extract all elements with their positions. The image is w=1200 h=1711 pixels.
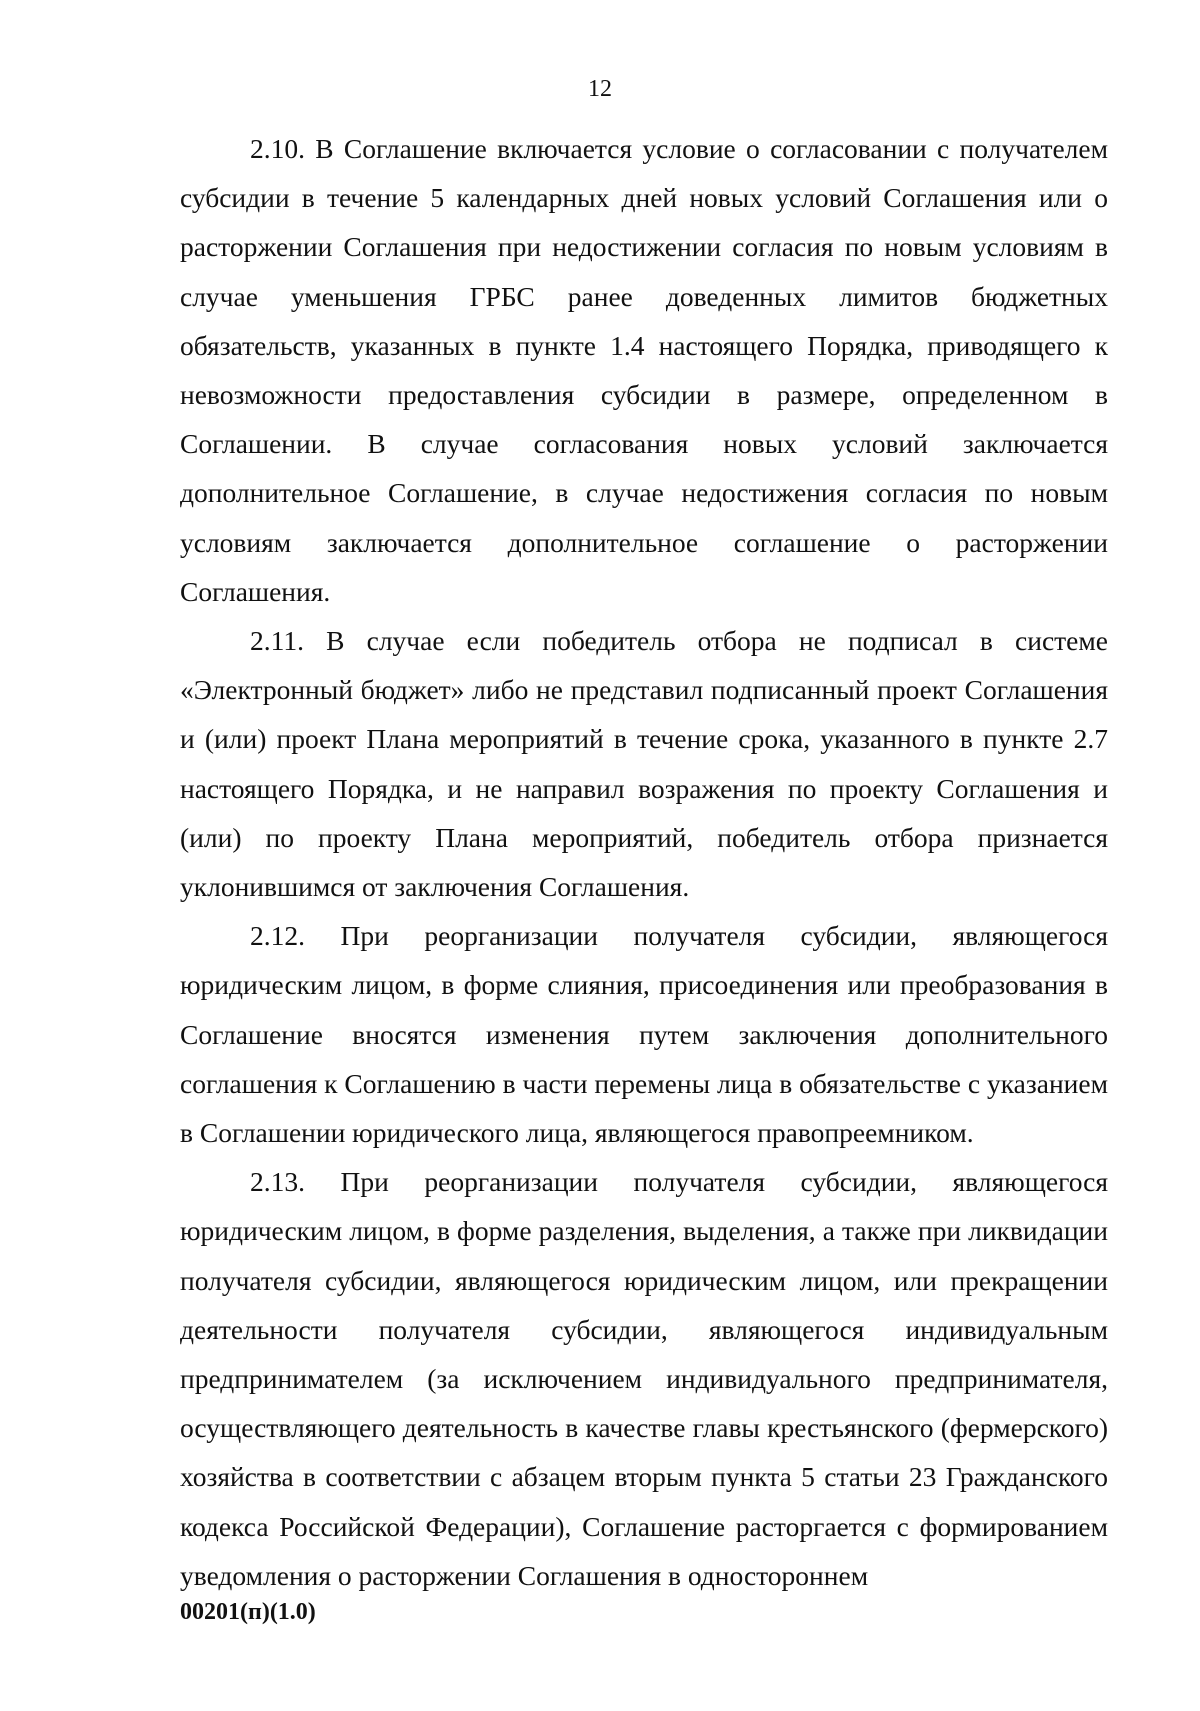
document-body — [180, 124, 1108, 1600]
document-code: 00201(п)(1.0) — [180, 1599, 316, 1625]
paragraph-2-13: 2.13. При реорганизации получателя субсидии, являющегося юридическим лицом, в форме разделения, выделения, а также при ликвидации получателя субсидии, являющегося юридическим лицом, или прекращении деятельности получателя субсидии, являющегося индивидуальным предпринимателем (за исключением индивидуального предпринимателя, осуществляющего деятельность в качестве главы крестьянского (фермерского) хозяйства в соответствии с абзацем вторым пункта 5 статьи 23 Гражданского кодекса Российской Федерации), Соглашение расторгается с формированием уведомления о расторжении Соглашения в одностороннем — [180, 1166, 1108, 1591]
paragraph-2-12: 2.12. При реорганизации получателя субсидии, являющегося юридическим лицом, в форме слияния, присоединения или преобразования в Соглашение вносятся изменения путем заключения дополнительного соглашения к Соглашению в части перемены лица в обязательстве с указанием в Соглашении юридического лица, являющегося правопреемником. — [180, 920, 1108, 1149]
page-number: 12 — [588, 76, 612, 102]
paragraph-2-10: 2.10. В Соглашение включается условие о согласовании с получателем субсидии в течение 5 календарных дней новых условий Соглашения или о расторжении Соглашения при недостижении согласия по новым условиям в случае уменьшения ГРБС ранее доведенных лимитов бюджетных обязательств, указанных в пункте 1.4 настоящего Порядка, приводящего к невозможности предоставления субсидии в размере, определенном в Соглашении. В случае согласования новых условий заключается дополнительное Соглашение, в случае недостижения согласия по новым условиям заключается дополнительное соглашение о расторжении Соглашения. — [180, 133, 1108, 607]
paragraph-2-11: 2.11. В случае если победитель отбора не подписал в системе «Электронный бюджет» либо не представил подписанный проект Соглашения и (или) проект Плана мероприятий в течение срока, указанного в пункте 2.7 настоящего Порядка, и не направил возражения по проекту Соглашения и (или) по проекту Плана мероприятий, победитель отбора признается уклонившимся от заключения Соглашения. — [180, 625, 1108, 903]
